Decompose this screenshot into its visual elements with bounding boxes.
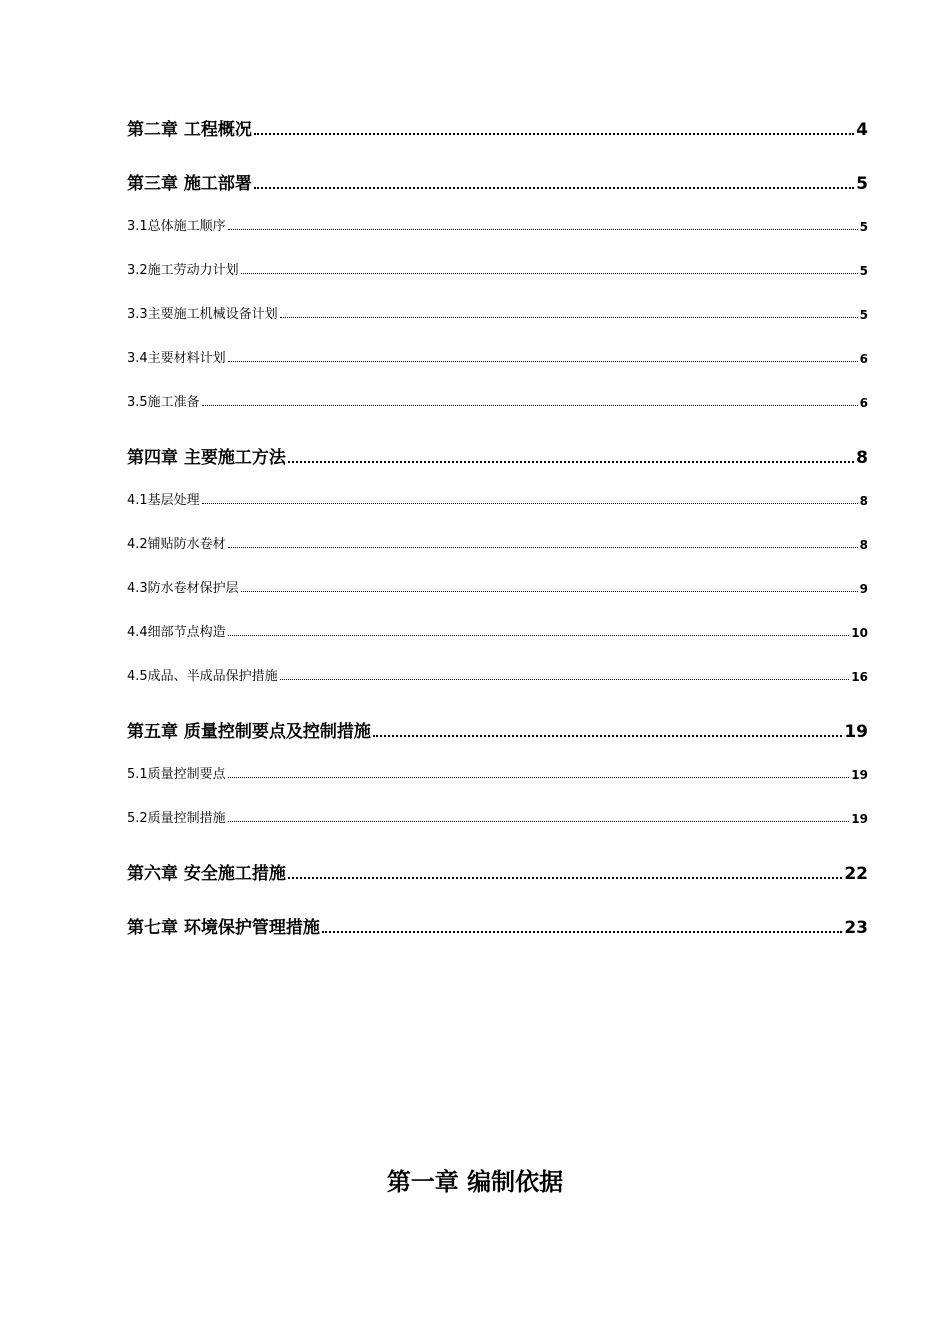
toc-entry-page: 5 [856,174,868,194]
toc-leader [228,547,858,548]
toc-leader [280,317,858,318]
toc-entry[interactable] [127,808,868,826]
toc-entry[interactable] [127,764,868,782]
toc-entry-title: 3.5施工准备 [127,395,200,410]
toc-entry[interactable] [127,534,868,552]
toc-entry[interactable] [127,444,868,468]
toc-leader [228,361,858,362]
toc-entry-page: 16 [851,670,868,684]
toc-entry[interactable] [127,718,868,742]
toc-leader [288,461,854,463]
toc-leader [241,273,858,274]
toc-entry[interactable] [127,860,868,884]
toc-entry-title: 3.3主要施工机械设备计划 [127,307,278,322]
toc-entry-page: 19 [844,722,868,742]
toc-entry-page: 9 [859,582,868,596]
toc-entry-title: 4.2铺贴防水卷材 [127,537,226,552]
toc-entry[interactable] [127,304,868,322]
toc-entry[interactable] [127,348,868,366]
toc-leader [228,229,858,230]
toc-entry-page: 22 [844,864,868,884]
toc-entry[interactable] [127,170,868,194]
toc-leader [288,877,842,879]
toc-entry-page: 19 [851,812,868,826]
toc-entry-page: 10 [851,626,868,640]
toc-entry[interactable] [127,490,868,508]
toc-leader [228,821,850,822]
toc-entry[interactable] [127,392,868,410]
toc-entry-title: 3.1总体施工顺序 [127,219,226,234]
toc-leader [202,503,858,504]
toc-entry-title: 第三章 施工部署 [127,174,252,194]
toc-entry-title: 3.2施工劳动力计划 [127,263,239,278]
toc-entry-title: 第六章 安全施工措施 [127,864,286,884]
toc-leader [254,133,854,135]
toc-entry[interactable] [127,116,868,140]
toc-entry-page: 5 [859,308,868,322]
toc-entry-page: 8 [856,448,868,468]
toc-entry-title: 第四章 主要施工方法 [127,448,286,468]
toc-entry-title: 4.4细部节点构造 [127,625,226,640]
toc-leader [322,931,842,933]
toc-leader [373,735,842,737]
toc-entry[interactable] [127,914,868,938]
toc-entry[interactable] [127,578,868,596]
toc-entry-page: 6 [859,352,868,366]
toc-entry-title: 5.2质量控制措施 [127,811,226,826]
toc-entry-page: 4 [856,120,868,140]
toc-entry[interactable] [127,666,868,684]
toc-entry[interactable] [127,260,868,278]
toc-entry-title: 第七章 环境保护管理措施 [127,918,320,938]
toc-entry-title: 第二章 工程概况 [127,120,252,140]
toc-entry-page: 8 [859,494,868,508]
toc-entry-title: 4.3防水卷材保护层 [127,581,239,596]
toc-entry-page: 5 [859,220,868,234]
toc-entry-title: 4.5成品、半成品保护措施 [127,669,278,684]
toc-entry-page: 5 [859,264,868,278]
toc-leader [241,591,858,592]
toc-leader [202,405,858,406]
chapter-heading: 第一章 编制依据 [386,1167,564,1196]
toc-entry-title: 5.1质量控制要点 [127,767,226,782]
toc-entry[interactable] [127,622,868,640]
toc-entry-page: 23 [844,918,868,938]
toc-leader [228,777,850,778]
toc-leader [254,187,854,189]
toc-leader [228,635,850,636]
toc-entry-page: 6 [859,396,868,410]
toc-leader [280,679,850,680]
toc-entry-page: 19 [851,768,868,782]
toc-entry-page: 8 [859,538,868,552]
toc-entry-title: 3.4主要材料计划 [127,351,226,366]
toc-entry-title: 4.1基层处理 [127,493,200,508]
toc-entry-title: 第五章 质量控制要点及控制措施 [127,722,371,742]
toc-entry[interactable] [127,216,868,234]
